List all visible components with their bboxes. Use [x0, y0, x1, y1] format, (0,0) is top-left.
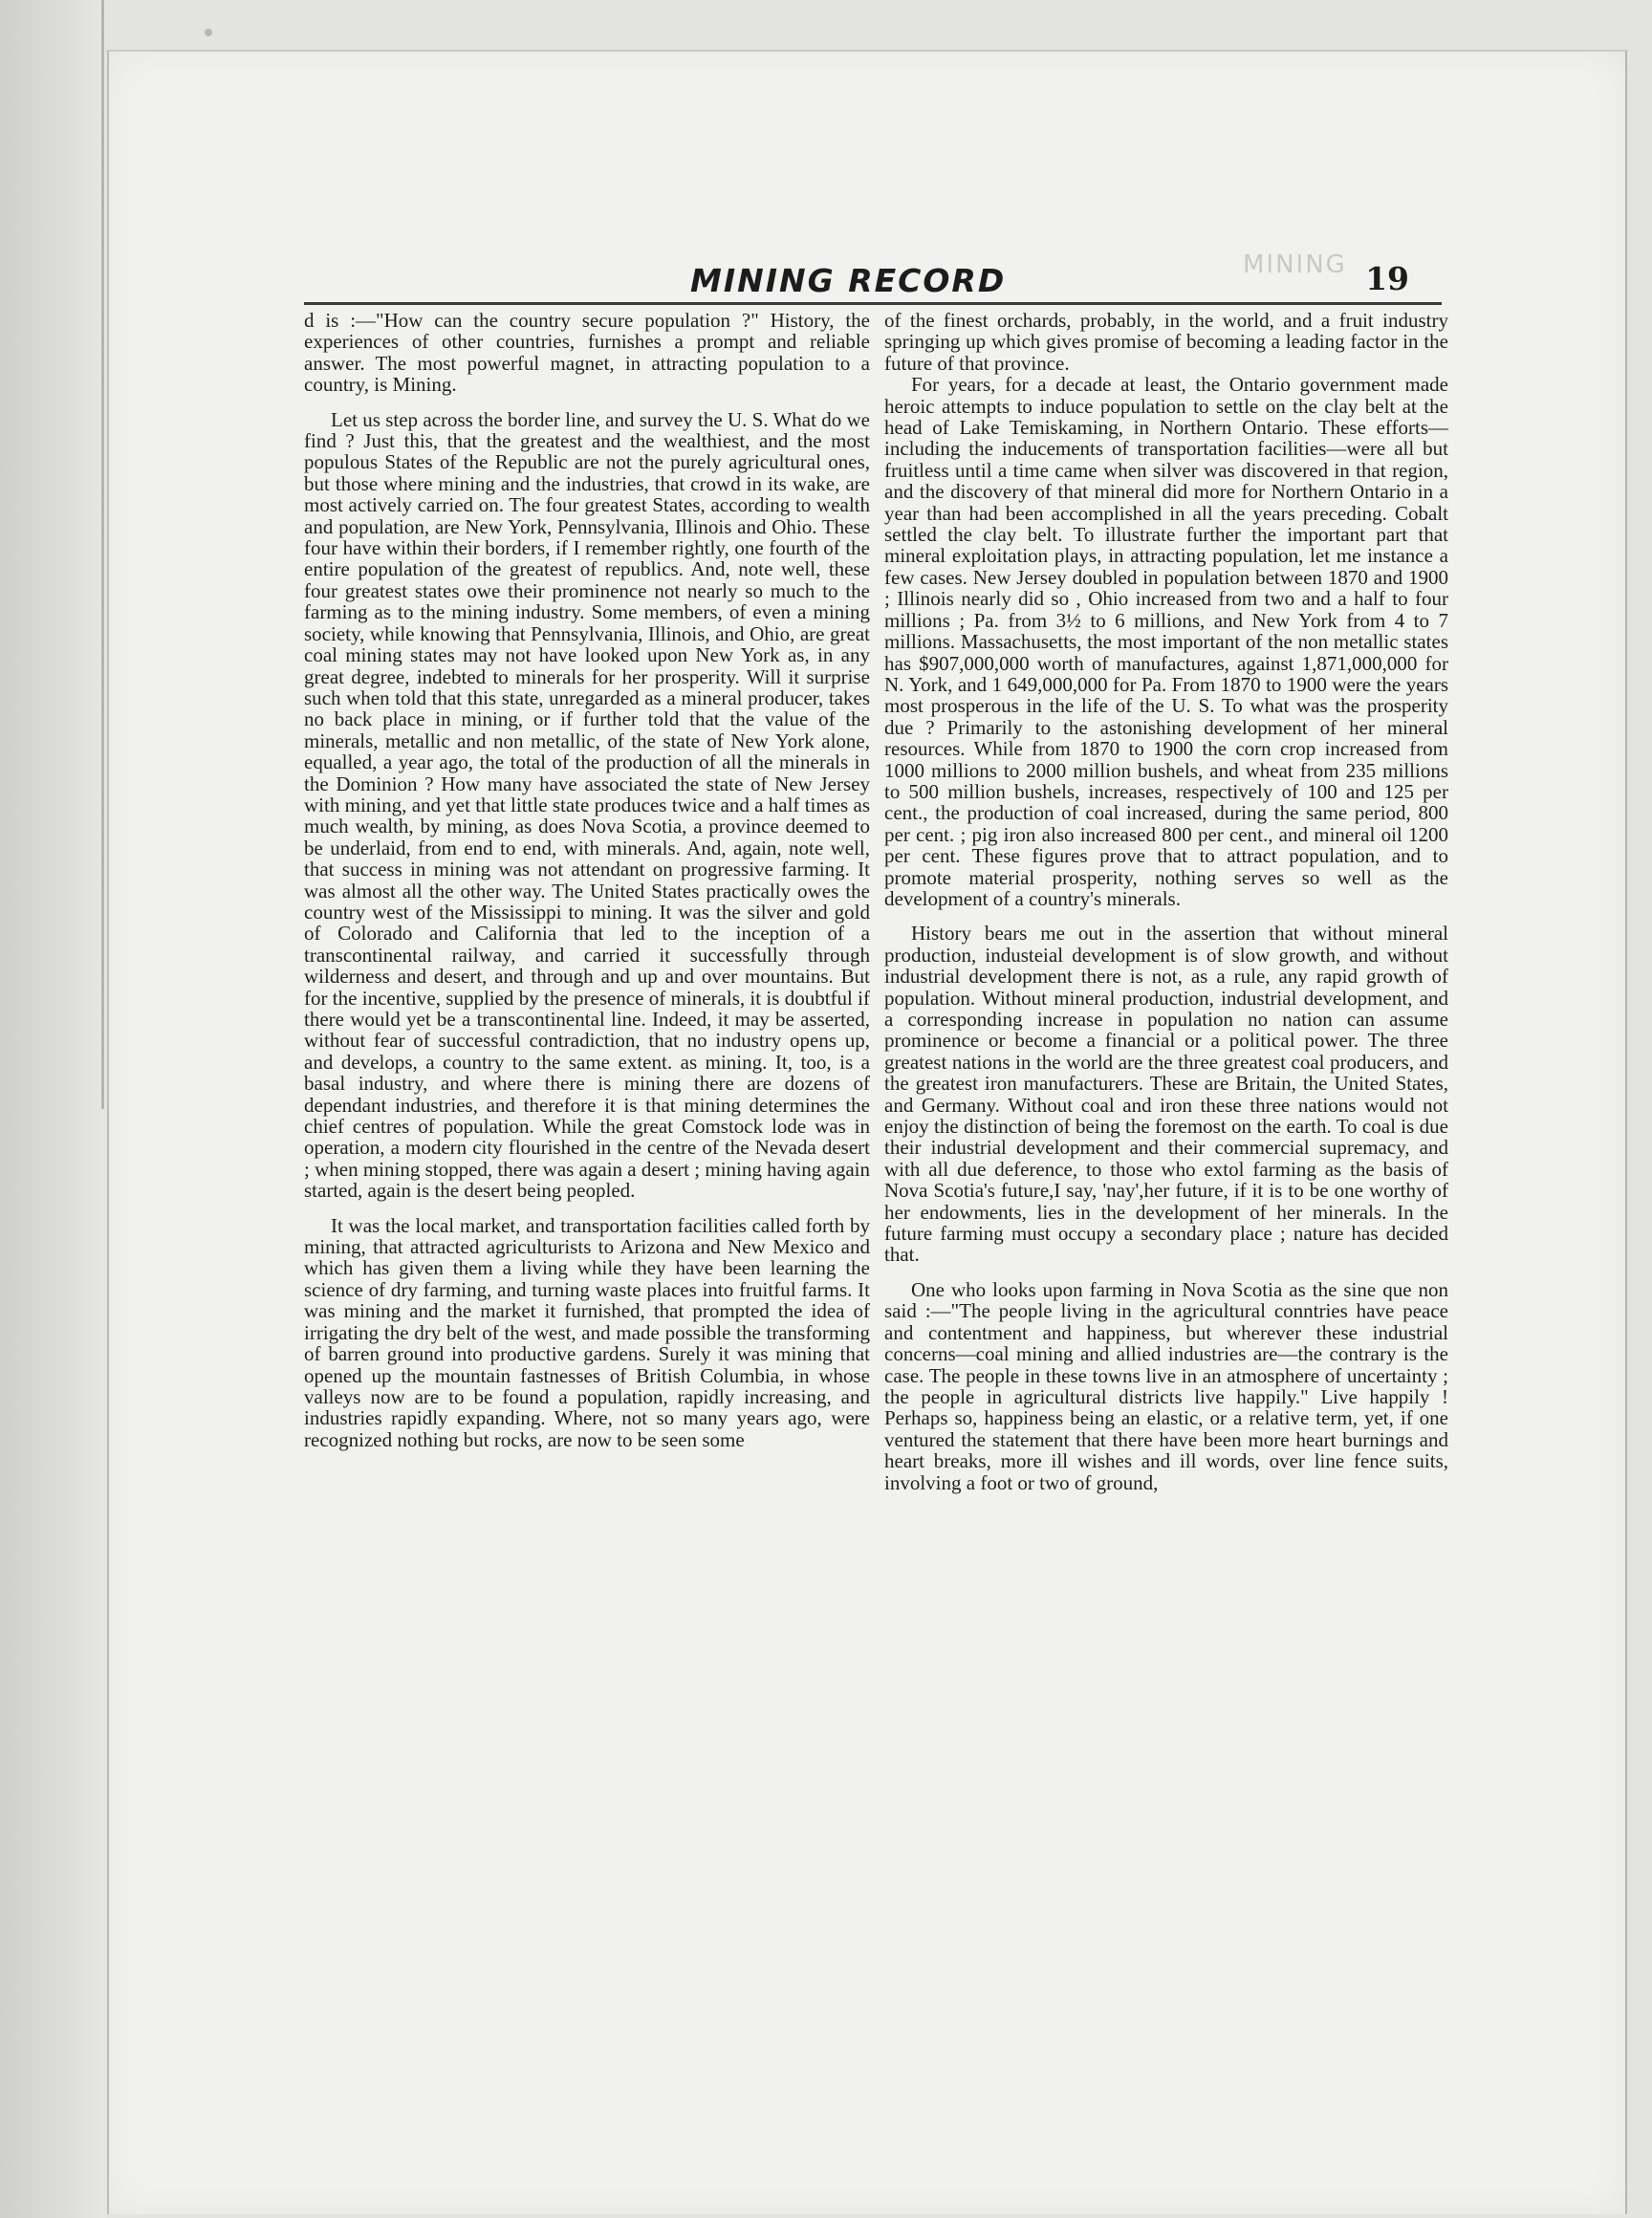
paragraph: One who looks upon farming in Nova Scotia as the sine que non said :—"The people living in the agricultural conntries have peace and contentment and happiness, but wherever these industrial concerns—coal mining and allied industries are—the contrary is the case. The people in these towns live in an atmosphere of uncertainty ; the people in agricultural districts live happily." Live happily ! Perhaps so, happiness being an elastic, or a relative term, yet, if one ventured the statement that there have been more heart burnings and heart breaks, more ill wishes and ill words, over line fence suits, involving a foot or two of ground, [884, 1277, 1448, 1494]
scan-edge [0, 0, 105, 2218]
page-title: MINING RECORD [690, 262, 1007, 299]
page-header [304, 260, 1442, 305]
paragraph: History bears me out in the assertion that without mineral production, industeial development is of slow growth, and without industrial development there is not, as a rule, any rapid growth of population. Without mineral production, industrial development, and a corresponding increase in population no nation can assume prominence or become a financial or a political power. The three greatest nations in the world are the three greatest coal producers, and the greatest iron manufacturers. These are Britain, the United States, and Germany. Without coal and iron these three nations would not enjoy the distinction of being the foremost on the earth. To coal is due their industrial development and their commercial supremacy, and with all due deference, to those who extol farming as the basis of Nova Scotia's future,I say, 'nay',her future, if it is to be one worthy of her endowments, lies in the development of her minerals. In the future farming must occupy a secondary place ; nature has decided that. [884, 922, 1448, 1267]
paragraph: d is :—"How can the country secure population ?" History, the experiences of other countries, furnishes a prompt and reliable answer. The most powerful magnet, in attracting population to a country, is Mining. [304, 309, 870, 397]
left-column [304, 310, 870, 1450]
paragraph: It was the local market, and transportation facilities called forth by mining, that attracted agriculturists to Arizona and New Mexico and which has given them a living while they have been learning the science of dry farming, and turning waste places into fruitful farms. It was mining and the market it furnished, that prompted the idea of irrigating the dry belt of the west, and made possible the transforming of barren ground into productive gardens. Surely it was mining that opened up the mountain fastnesses of British Columbia, in whose valleys now are to be found a population, rapidly increasing, and industries rapidly expanding. Where, not so many years ago, were recognized nothing but rocks, are now to be seen some [304, 1213, 870, 1451]
paragraph: Let us step across the border line, and survey the U. S. What do we find ? Just this, that the greatest and the wealthiest, and the most populous States of the Republic are not the purely agricultural ones, but those where mining and the industries, that crowd in its wake, are most actively carried on. The four greatest States, according to wealth and population, are New York, Pennsylvania, Illinois and Ohio. These four have within their borders, if I remember rightly, one fourth of the entire population of the greatest of republics. And, note well, these four greatest states owe their prominence not nearly so much to the farming as to the mining industry. Some members, of even a mining society, while knowing that Pennsylvania, Illinois, and Ohio, are great coal mining states may not have looked upon New York as, in any great degree, indebted to minerals for her prosperity. Will it surprise such when told that this state, unregarded as a mineral producer, takes no back place in mining, or if further told that the value of the minerals, metallic and non metallic, of the state of New York alone, equalled, a year ago, the total of the production of all the minerals in the Dominion ? How many have associated the state of New Jersey with mining, and yet that little state produces twice and a half times as much wealth, by mining, as does Nova Scotia, a province deemed to be underlaid, from end to end, with minerals. And, again, note well, that success in mining was not attendant on progressive farming. It was almost all the other way. The United States practically owes the country west of the Mississippi to mining. It was the silver and gold of Colorado and California that led to the inception of a transcontinental railway, and carried it successfully through wilderness and desert, and through and up and over mountains. But for the incentive, supplied by the presence of minerals, it is doubtful if there would yet be a transcontinental line. Indeed, it may be asserted, without fear of successful contradiction, that no industry opens up, and develops, a country to the same extent. as mining. It, too, is a basal industry, and where there is mining there are dozens of dependant industries, and therefore it is that mining determines the chief centres of population. While the great Comstock lode was in operation, a modern city flourished in the centre of the Nevada desert ; when mining stopped, there was again a desert ; mining having again started, again is the desert being peopled. [304, 407, 870, 1203]
page-number: 19 [1365, 260, 1409, 297]
paragraph: For years, for a decade at least, the Ontario government made heroic attempts to induce population to settle on the clay belt at the head of Lake Temiskaming, in Northern Ontario. These efforts—including the inducements of transportation facilities—were all but fruitless until a time came when silver was discovered in that region, and the discovery of that mineral did more for Northern Ontario in a year than had been accomplished in all the years preceding. Cobalt settled the clay belt. To illustrate further the important part that mineral exploitation plays, in attracting population, let me instance a few cases. New Jersey doubled in population between 1870 and 1900 ; Illinois nearly did so , Ohio increased from two and a half to four millions ; Pa. from 3½ to 6 millions, and New York from 4 to 7 millions. Massachusetts, the most important of the non metallic states has $907,000,000 worth of manufactures, against 1,871,000,000 for N. York, and 1 649,000,000 for Pa. From 1870 to 1900 were the years most prosperous in the life of the U. S. To what was the prosperity due ? Primarily to the astonishing development of her mineral resources. While from 1870 to 1900 the corn crop increased from 1000 millions to 2000 million bushels, and wheat from 235 millions to 500 million bushels, increases, respectively of 100 and 125 per cent., the production of coal increased, during the same period, 800 per cent. ; pig iron also increased 800 per cent., and mineral oil 1200 per cent. These figures prove that to attract population, and to promote material prosperity, nothing serves so well as the development of a country's minerals. [884, 373, 1448, 910]
right-column [884, 310, 1448, 1493]
binding-fold-line [101, 0, 104, 1109]
paragraph: of the finest orchards, probably, in the world, and a fruit industry springing up which gives promise of becoming a leading factor in the future of that province. [884, 309, 1448, 375]
scan-speck [205, 29, 212, 36]
bleed-through-text: MINING [1243, 250, 1347, 279]
